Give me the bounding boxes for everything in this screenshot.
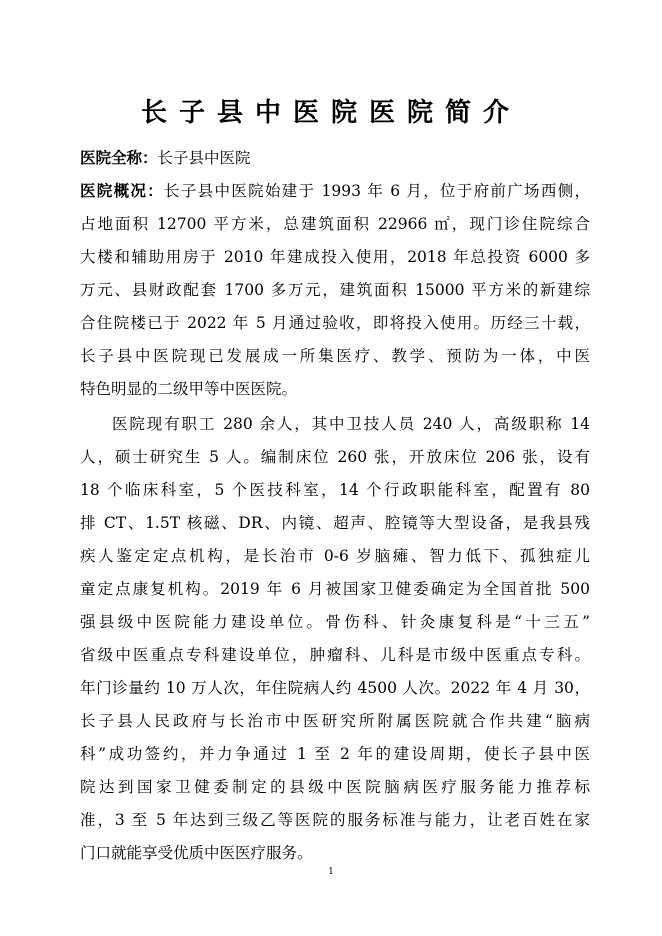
paragraph-line: 特色明显的二级甲等中医医院。 (80, 380, 298, 398)
hospital-name-line (80, 148, 590, 168)
paragraph-line: 院达到国家卫健委制定的县级中医院脑病医疗服务能力推荐标 (80, 778, 590, 796)
hospital-name-value: 长子县中医院 (157, 149, 251, 167)
paragraph-line: 门口就能享受优质中医医疗服务。 (80, 844, 313, 862)
paragraph-line: 合住院楼已于 2022 年 5 月通过验收，即将投入使用。历经三十载， (80, 314, 590, 332)
paragraph-line: 年门诊量约 10 万人次，年住院病人约 4500 人次。2022 年 4 月 30， (80, 679, 590, 697)
paragraph-line: 大楼和辅助用房于 2010 年建成投入使用，2018 年总投资 6000 多 (80, 248, 590, 266)
paragraph-line: 童定点康复机构。2019 年 6 月被国家卫健委确定为全国首批 500 (80, 580, 590, 598)
page-title: 长子县中医院医院简介 (140, 98, 521, 128)
paragraph-line: 人，硕士研究生 5 人。编制床位 260 张，开放床位 206 张，设有 (80, 448, 590, 466)
paragraph-line: 占地面积 12700 平方米，总建筑面积 22966 ㎡，现门诊住院综合 (80, 215, 590, 233)
paragraph-line: 医院现有职工 280 余人，其中卫技人员 240 人，高级职称 14 (112, 415, 590, 433)
overview-text-line: 长子县中医院始建于 1993 年 6 月，位于府前广场西侧， (164, 182, 590, 200)
paragraph-line: 长子县中医院现已发展成一所集医疗、教学、预防为一体，中医 (80, 347, 590, 365)
paragraph-line: 万元、县财政配套 1700 多万元，建筑面积 15000 平方米的新建综 (80, 281, 590, 299)
paragraph-line: 科”成功签约，并力争通过 1 至 2 年的建设周期，使长子县中医 (80, 745, 590, 763)
paragraph-line: 强县级中医院能力建设单位。骨伤科、针灸康复科是“十三五” (80, 613, 590, 631)
paragraph-line: 疾人鉴定定点机构，是长治市 0-6 岁脑瘫、智力低下、孤独症儿 (80, 547, 590, 565)
paragraph-line: 省级中医重点专科建设单位，肿瘤科、儿科是市级中医重点专科。 (80, 646, 590, 664)
overview-label: 医院概况： (80, 181, 165, 200)
overview-line (80, 181, 590, 201)
hospital-name-label: 医院全称： (80, 148, 158, 167)
paragraph-line: 18 个临床科室，5 个医技科室，14 个行政职能科室，配置有 80 (80, 481, 590, 499)
paragraph-line: 排 CT、1.5T 核磁、DR、内镜、超声、腔镜等大型设备，是我县残 (80, 514, 590, 532)
paragraph-line: 准，3 至 5 年达到三级乙等医院的服务标准与能力，让老百姓在家 (80, 811, 590, 829)
paragraph-line: 长子县人民政府与长治市中医研究所附属医院就合作共建“脑病 (80, 712, 590, 730)
page-number: 1 (328, 867, 334, 877)
